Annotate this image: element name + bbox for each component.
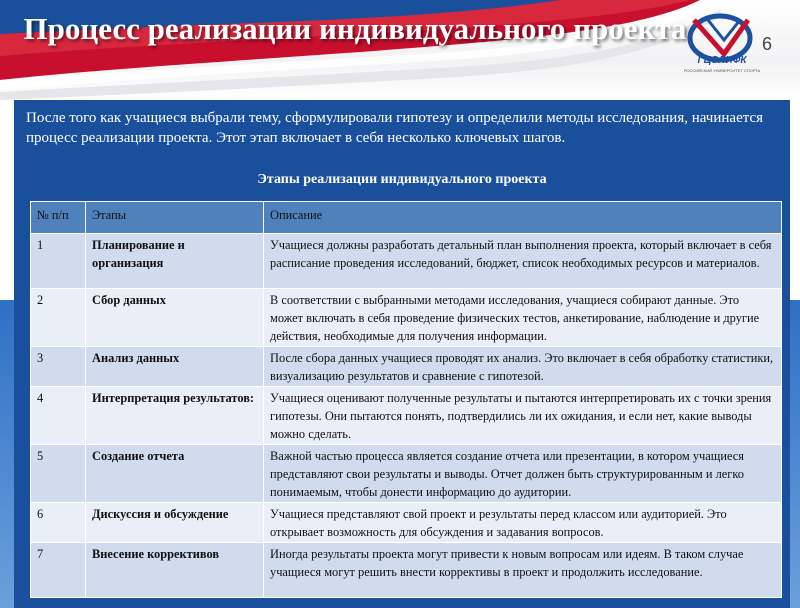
content-panel — [14, 100, 790, 608]
gcolifk-logo-icon — [684, 10, 756, 76]
header-description: Описание — [264, 202, 782, 234]
row-num: 5 — [31, 445, 86, 503]
table-row — [31, 289, 782, 347]
row-stage: Внесение коррективов — [86, 543, 264, 598]
row-stage: Планирование и организация — [86, 234, 264, 289]
row-num: 6 — [31, 503, 86, 543]
table-row — [31, 445, 782, 503]
row-description: Учащиеся представляют свой проект и результаты перед классом или аудиторией. Это открывает возможность для обсуждения и задавания вопросов. — [264, 503, 782, 543]
stages-table — [30, 201, 782, 598]
row-stage: Анализ данных — [86, 347, 264, 387]
row-description: После сбора данных учащиеся проводят их анализ. Это включает в себя обработку статистики, визуализацию результатов и сравнение с гипотезой. — [264, 347, 782, 387]
row-num: 4 — [31, 387, 86, 445]
row-stage: Интерпретация результатов: — [86, 387, 264, 445]
table-row — [31, 387, 782, 445]
right-stripe-decoration — [790, 300, 800, 608]
page-number: 6 — [762, 34, 773, 54]
row-description: Учащиеся должны разработать детальный план выполнения проекта, который включает в себя расписание проведения исследований, бюджет, список необходимых ресурсов и материалов. — [264, 234, 782, 289]
row-num: 7 — [31, 543, 86, 598]
slide-header — [0, 0, 800, 100]
table-header-row — [31, 202, 782, 234]
table-row — [31, 347, 782, 387]
header-num: № п/п — [31, 202, 86, 234]
logo-text: ГЦОЛИФК — [697, 55, 747, 66]
row-description: Иногда результаты проекта могут привести к новым вопросам или идеям. В таком случае учащиеся могут решить внести коррективы в проект и продолжить исследование. — [264, 543, 782, 598]
row-stage: Дискуссия и обсуждение — [86, 503, 264, 543]
row-stage: Сбор данных — [86, 289, 264, 347]
header-stage: Этапы — [86, 202, 264, 234]
row-num: 3 — [31, 347, 86, 387]
table-row — [31, 503, 782, 543]
page-title: Процесс реализации индивидуального проекта — [23, 11, 687, 46]
logo-subtext: РОССИЙСКИЙ УНИВЕРСИТЕТ СПОРТА — [683, 68, 761, 73]
row-description: В соответствии с выбранными методами исследования, учащиеся собирают данные. Это может включать в себя проведение физических тестов, анкетирование, наблюдение и другие действия, необходимые для получения информации. — [264, 289, 782, 347]
left-stripe-decoration — [0, 300, 14, 608]
row-num: 2 — [31, 289, 86, 347]
table-caption: Этапы реализации индивидуального проекта — [257, 172, 547, 187]
table-row — [31, 543, 782, 598]
row-num: 1 — [31, 234, 86, 289]
row-description: Учащиеся оценивают полученные результаты и пытаются интерпретировать их с точки зрения гипотезы. Они пытаются понять, подтвердились ли их ожидания, и если нет, какие выводы можно сделать. — [264, 387, 782, 445]
intro-paragraph: После того как учащиеся выбрали тему, сформулировали гипотезу и определили методы исследования, начинается процесс реализации проекта. Этот этап включает в себя несколько ключевых шагов. — [26, 110, 764, 146]
row-stage: Создание отчета — [86, 445, 264, 503]
row-description: Важной частью процесса является создание отчета или презентации, в котором учащиеся представляют свои результаты и выводы. Отчет должен быть структурированным и легко понимаемым, чтобы донести информацию до аудитории. — [264, 445, 782, 503]
table-row — [31, 234, 782, 289]
